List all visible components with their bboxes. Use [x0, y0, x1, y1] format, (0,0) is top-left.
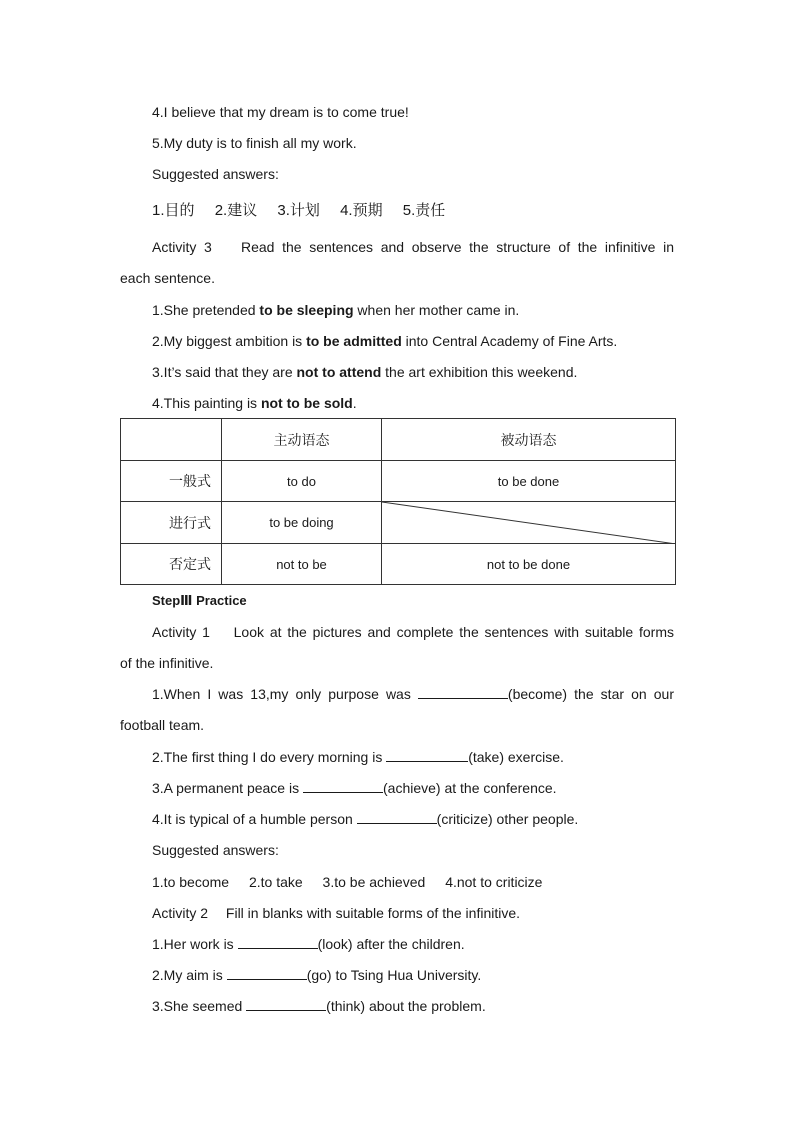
answer-blank[interactable] [227, 967, 307, 980]
answer-item: 1.to become [152, 874, 230, 890]
sentence-bold: not to be sold [260, 395, 353, 411]
activity1-instruction [120, 624, 674, 671]
question-text: (take) exercise. [468, 749, 564, 765]
cell-active: to be doing [222, 502, 382, 544]
activity1-question-2 [152, 749, 564, 765]
sentence-text: into Central Academy of Fine Arts. [401, 333, 618, 349]
answer-blank[interactable] [246, 998, 326, 1011]
answer-blank[interactable] [357, 811, 437, 824]
answer-item: 1.目的 [152, 202, 195, 219]
cell-passive: not to be done [382, 544, 676, 585]
cell-active: to do [222, 461, 382, 502]
question-text: 1.Her work is [152, 936, 238, 952]
activity1-question-3 [152, 780, 557, 796]
row-label: 一般式 [121, 461, 222, 502]
sentence-text: 4.This painting is [152, 395, 261, 411]
activity1-line1: Activity 1 Look at the pictures and complete the sentences with suitable forms [152, 624, 674, 640]
answer-item: 3.计划 [277, 202, 320, 219]
activity3-sentence-4 [152, 395, 357, 411]
answer-item: 4.not to criticize [445, 874, 543, 890]
answer-blank[interactable] [418, 686, 508, 699]
question-text: 2.My aim is [152, 967, 227, 983]
answer-item: 3.to be achieved [322, 874, 426, 890]
answer-blank[interactable] [386, 749, 468, 762]
activity1-question-4 [152, 811, 578, 827]
activity2-question-1 [152, 936, 465, 952]
activity3-sentence-2 [152, 333, 617, 349]
sentence-text: 3.It’s said that they are [152, 364, 297, 380]
table-row [121, 544, 676, 585]
sentence-text: when her mother came in. [353, 302, 520, 318]
answer-item: 2.to take [248, 874, 303, 890]
question-text: (criticize) other people. [436, 811, 579, 827]
sentence-5: 5.My duty is to finish all my work. [152, 135, 357, 151]
table-corner-cell [121, 419, 222, 461]
cell-passive-empty-diagonal [382, 502, 676, 544]
sentence-text: the art exhibition this weekend. [381, 364, 578, 380]
diagonal-line [382, 502, 676, 544]
practice-heading: StepⅢ Practice [152, 593, 247, 608]
answers-cn [152, 203, 445, 219]
activity1-question-1 [120, 686, 674, 733]
activity3-line2: each sentence. [120, 270, 215, 286]
answer-item: 2.建议 [214, 202, 258, 219]
sentence-text: 2.My biggest ambition is [152, 333, 307, 349]
answer-blank[interactable] [303, 780, 383, 793]
infinitive-forms-table [120, 418, 676, 585]
cell-active: not to be [222, 544, 382, 585]
row-label: 否定式 [121, 544, 222, 585]
sentence-4: 4.I believe that my dream is to come true! [152, 104, 409, 120]
answer-item: 4.预期 [340, 202, 383, 219]
header-active-voice: 主动语态 [222, 419, 382, 461]
question-text: football team. [120, 717, 205, 733]
activity3-sentence-1 [152, 302, 519, 318]
activity1-suggested-label: Suggested answers: [152, 842, 279, 858]
sentence-text: 1.She pretended [152, 302, 260, 318]
table-row [121, 461, 676, 502]
question-text: (think) about the problem. [326, 998, 486, 1014]
question-text: (become) the star on our [507, 686, 674, 702]
question-text: (look) after the children. [317, 936, 465, 952]
question-text: 1.When I was 13,my only purpose was [152, 686, 418, 702]
question-text: 2.The first thing I do every morning is [152, 749, 387, 765]
question-text: 3.She seemed [152, 998, 247, 1014]
question-text: (achieve) at the conference. [383, 780, 557, 796]
question-text: (go) to Tsing Hua University. [306, 967, 482, 983]
activity2-title: Activity 2 Fill in blanks with suitable forms of the infinitive. [152, 905, 521, 921]
cell-passive: to be done [382, 461, 676, 502]
activity1-line2: of the infinitive. [120, 655, 214, 671]
answer-item: 5.责任 [402, 202, 446, 219]
sentence-bold: to be sleeping [259, 302, 354, 318]
activity3-line1: Activity 3 Read the sentences and observe the structure of the infinitive in [152, 239, 674, 255]
suggested-answers-label: Suggested answers: [152, 166, 279, 182]
question-text: 3.A permanent peace is [152, 780, 303, 796]
activity1-answers [152, 874, 542, 890]
question-text: 4.It is typical of a humble person [152, 811, 357, 827]
activity2-question-2 [152, 967, 481, 983]
activity2-question-3 [152, 998, 486, 1014]
sentence-bold: to be admitted [306, 333, 402, 349]
row-label: 进行式 [121, 502, 222, 544]
sentence-text: . [352, 395, 357, 411]
table-row [121, 502, 676, 544]
activity3-instruction [120, 239, 674, 286]
answer-blank[interactable] [238, 936, 318, 949]
activity3-sentence-3 [152, 364, 577, 380]
table-header-row [121, 419, 676, 461]
header-passive-voice: 被动语态 [382, 419, 676, 461]
sentence-bold: not to attend [296, 364, 382, 380]
